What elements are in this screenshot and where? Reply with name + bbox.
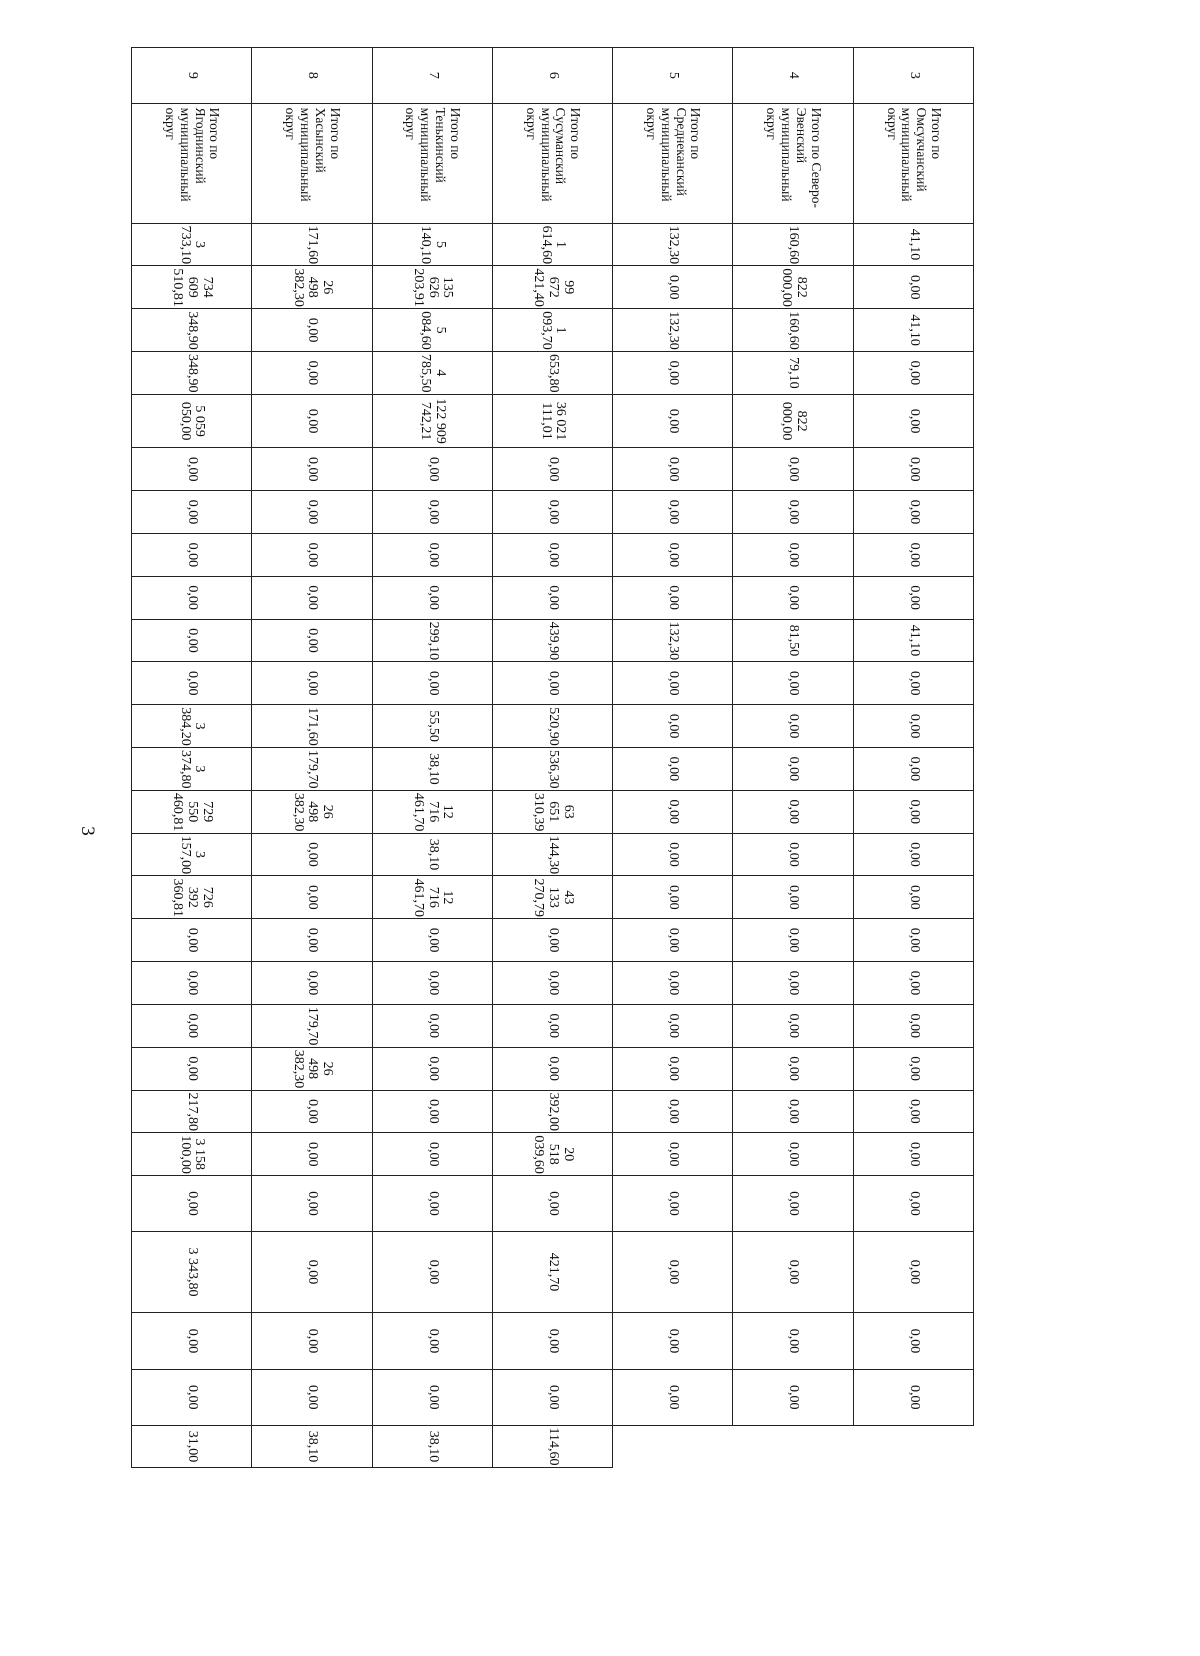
value-cell: 0,00 bbox=[252, 1313, 372, 1370]
table-row bbox=[613, 48, 733, 1640]
value-cell: 0,00 bbox=[733, 790, 853, 833]
value-cell: 0,00 bbox=[252, 1133, 372, 1176]
value-cell: 0,00 bbox=[733, 1133, 853, 1176]
row-index: 6 bbox=[492, 48, 612, 104]
value-cell: 0,00 bbox=[853, 576, 973, 619]
value-cell: 0,00 bbox=[492, 1047, 612, 1090]
value-cell: 0,00 bbox=[733, 833, 853, 876]
value-cell: 0,00 bbox=[853, 748, 973, 791]
value-cell: 38,10 bbox=[372, 748, 492, 791]
value-cell: 0,00 bbox=[853, 1090, 973, 1133]
value-cell: 0,00 bbox=[252, 619, 372, 662]
value-cell: 0,00 bbox=[613, 533, 733, 576]
value-cell: 0,00 bbox=[613, 394, 733, 448]
value-cell: 822 000,00 bbox=[733, 394, 853, 448]
value-cell: 0,00 bbox=[492, 919, 612, 962]
value-cell: 63 651 310,39 bbox=[492, 790, 612, 833]
value-cell: 0,00 bbox=[372, 1047, 492, 1090]
value-cell: 0,00 bbox=[252, 448, 372, 491]
value-cell: 217,80 bbox=[132, 1090, 252, 1133]
value-cell: 171,60 bbox=[252, 705, 372, 748]
value-cell: 0,00 bbox=[372, 919, 492, 962]
value-cell: 0,00 bbox=[613, 748, 733, 791]
value-cell: 26 498 382,30 bbox=[252, 266, 372, 309]
value-cell: 0,00 bbox=[132, 533, 252, 576]
value-cell: 0,00 bbox=[853, 919, 973, 962]
value-cell: 38,10 bbox=[372, 1425, 492, 1468]
table-row bbox=[252, 48, 372, 1640]
value-cell: 0,00 bbox=[853, 1369, 973, 1425]
value-cell: 5 084,60 bbox=[372, 309, 492, 352]
value-cell: 0,00 bbox=[132, 1176, 252, 1232]
value-cell: 0,00 bbox=[853, 533, 973, 576]
value-cell: 0,00 bbox=[733, 1313, 853, 1370]
row-name: Итого по Северо-Эвенский муниципальный округ bbox=[733, 103, 853, 223]
value-cell: 0,00 bbox=[853, 352, 973, 395]
table-row bbox=[132, 48, 252, 1640]
value-cell: 0,00 bbox=[613, 1133, 733, 1176]
value-cell: 0,00 bbox=[733, 705, 853, 748]
row-index: 5 bbox=[613, 48, 733, 104]
value-cell: 0,00 bbox=[252, 1176, 372, 1232]
value-cell: 0,00 bbox=[853, 1047, 973, 1090]
value-cell: 0,00 bbox=[613, 790, 733, 833]
value-cell: 0,00 bbox=[853, 266, 973, 309]
value-cell: 1 614,60 bbox=[492, 223, 612, 266]
value-cell: 0,00 bbox=[492, 662, 612, 705]
value-cell: 0,00 bbox=[613, 1004, 733, 1047]
value-cell: 421,70 bbox=[492, 1231, 612, 1312]
value-cell: 43 133 270,79 bbox=[492, 876, 612, 919]
table-row bbox=[372, 48, 492, 1640]
value-cell: 55,50 bbox=[372, 705, 492, 748]
value-cell: 171,60 bbox=[252, 223, 372, 266]
value-cell: 0,00 bbox=[613, 1313, 733, 1370]
value-cell: 26 498 382,30 bbox=[252, 1047, 372, 1090]
value-cell: 0,00 bbox=[252, 662, 372, 705]
value-cell: 0,00 bbox=[372, 1090, 492, 1133]
row-index: 7 bbox=[372, 48, 492, 104]
value-cell: 0,00 bbox=[853, 833, 973, 876]
value-cell: 0,00 bbox=[613, 448, 733, 491]
value-cell: 0,00 bbox=[853, 705, 973, 748]
value-cell: 0,00 bbox=[853, 1176, 973, 1232]
value-cell: 0,00 bbox=[252, 919, 372, 962]
value-cell: 0,00 bbox=[252, 1369, 372, 1425]
value-cell: 0,00 bbox=[372, 491, 492, 534]
value-cell: 0,00 bbox=[492, 448, 612, 491]
value-cell: 392,00 bbox=[492, 1090, 612, 1133]
table-row bbox=[733, 48, 853, 1640]
value-cell: 132,30 bbox=[613, 223, 733, 266]
value-cell: 0,00 bbox=[853, 1133, 973, 1176]
value-cell: 12 716 461,70 bbox=[372, 876, 492, 919]
value-cell: 0,00 bbox=[613, 962, 733, 1005]
value-cell: 122 909 742,21 bbox=[372, 394, 492, 448]
value-cell: 160,60 bbox=[733, 223, 853, 266]
value-cell: 26 498 382,30 bbox=[252, 790, 372, 833]
value-cell: 0,00 bbox=[252, 876, 372, 919]
row-name: Итого по Тенькинский муниципальный округ bbox=[372, 103, 492, 223]
value-cell: 41,10 bbox=[853, 223, 973, 266]
row-name: Итого по Ягоднинский муниципальный округ bbox=[132, 103, 252, 223]
value-cell: 1 093,70 bbox=[492, 309, 612, 352]
value-cell: 0,00 bbox=[853, 1231, 973, 1312]
value-cell: 0,00 bbox=[492, 533, 612, 576]
value-cell: 734 609 510,81 bbox=[132, 266, 252, 309]
summary-table bbox=[131, 47, 974, 1640]
value-cell: 3 384,20 bbox=[132, 705, 252, 748]
page-number: 3 bbox=[76, 826, 98, 836]
value-cell: 0,00 bbox=[132, 1047, 252, 1090]
value-cell: 0,00 bbox=[372, 1133, 492, 1176]
value-cell: 0,00 bbox=[613, 1047, 733, 1090]
value-cell: 0,00 bbox=[853, 394, 973, 448]
value-cell: 0,00 bbox=[613, 576, 733, 619]
value-cell: 0,00 bbox=[492, 491, 612, 534]
value-cell: 179,70 bbox=[252, 748, 372, 791]
value-cell: 20 518 039,60 bbox=[492, 1133, 612, 1176]
value-cell: 0,00 bbox=[372, 1369, 492, 1425]
row-name: Итого по Омсукчанский муниципальный округ bbox=[853, 103, 973, 223]
table-row bbox=[492, 48, 612, 1640]
value-cell: 38,10 bbox=[252, 1425, 372, 1468]
value-cell: 726 392 360,81 bbox=[132, 876, 252, 919]
value-cell: 0,00 bbox=[733, 919, 853, 962]
value-cell: 0,00 bbox=[252, 1231, 372, 1312]
value-cell: 0,00 bbox=[733, 1090, 853, 1133]
value-cell: 135 626 203,91 bbox=[372, 266, 492, 309]
value-cell: 0,00 bbox=[372, 576, 492, 619]
value-cell: 3 157,00 bbox=[132, 833, 252, 876]
value-cell: 0,00 bbox=[853, 1004, 973, 1047]
value-cell: 299,10 bbox=[372, 619, 492, 662]
value-cell: 0,00 bbox=[252, 352, 372, 395]
value-cell: 0,00 bbox=[733, 533, 853, 576]
value-cell: 0,00 bbox=[733, 491, 853, 534]
value-cell: 0,00 bbox=[252, 833, 372, 876]
row-name: Итого по Среднеканский муниципальный округ bbox=[613, 103, 733, 223]
value-cell: 0,00 bbox=[252, 962, 372, 1005]
value-cell: 0,00 bbox=[132, 576, 252, 619]
value-cell: 0,00 bbox=[132, 1313, 252, 1370]
value-cell: 0,00 bbox=[132, 662, 252, 705]
value-cell: 0,00 bbox=[492, 1313, 612, 1370]
value-cell: 179,70 bbox=[252, 1004, 372, 1047]
value-cell: 348,90 bbox=[132, 309, 252, 352]
value-cell: 0,00 bbox=[853, 448, 973, 491]
value-cell: 3 733,10 bbox=[132, 223, 252, 266]
value-cell: 822 000,00 bbox=[733, 266, 853, 309]
value-cell: 0,00 bbox=[372, 1176, 492, 1232]
value-cell: 0,00 bbox=[853, 790, 973, 833]
value-cell: 0,00 bbox=[492, 962, 612, 1005]
value-cell: 0,00 bbox=[132, 448, 252, 491]
value-cell: 0,00 bbox=[492, 1176, 612, 1232]
value-cell: 0,00 bbox=[853, 962, 973, 1005]
value-cell: 520,90 bbox=[492, 705, 612, 748]
value-cell: 0,00 bbox=[613, 352, 733, 395]
value-cell: 0,00 bbox=[132, 962, 252, 1005]
value-cell: 0,00 bbox=[372, 533, 492, 576]
value-cell: 0,00 bbox=[252, 491, 372, 534]
value-cell: 0,00 bbox=[613, 876, 733, 919]
value-cell: 0,00 bbox=[733, 1231, 853, 1312]
value-cell: 4 785,50 bbox=[372, 352, 492, 395]
value-cell: 0,00 bbox=[372, 448, 492, 491]
value-cell: 0,00 bbox=[853, 491, 973, 534]
value-cell: 653,80 bbox=[492, 352, 612, 395]
value-cell: 0,00 bbox=[132, 1369, 252, 1425]
value-cell: 0,00 bbox=[252, 1090, 372, 1133]
row-index: 3 bbox=[853, 48, 973, 104]
value-cell: 0,00 bbox=[372, 1004, 492, 1047]
value-cell: 3 343,80 bbox=[132, 1231, 252, 1312]
value-cell: 99 672 421,40 bbox=[492, 266, 612, 309]
row-name: Итого по Сусуманский муниципальный округ bbox=[492, 103, 612, 223]
value-cell: 0,00 bbox=[613, 266, 733, 309]
value-cell: 0,00 bbox=[733, 1369, 853, 1425]
value-cell: 0,00 bbox=[733, 1176, 853, 1232]
value-cell: 0,00 bbox=[733, 448, 853, 491]
value-cell: 31,00 bbox=[132, 1425, 252, 1468]
value-cell: 0,00 bbox=[733, 748, 853, 791]
value-cell: 0,00 bbox=[733, 1004, 853, 1047]
value-cell: 0,00 bbox=[733, 1047, 853, 1090]
value-cell: 0,00 bbox=[372, 1313, 492, 1370]
value-cell: 0,00 bbox=[613, 1176, 733, 1232]
value-cell: 0,00 bbox=[613, 1090, 733, 1133]
rotated-table-wrapper bbox=[132, 47, 974, 1640]
value-cell: 0,00 bbox=[613, 662, 733, 705]
value-cell: 536,30 bbox=[492, 748, 612, 791]
value-cell: 0,00 bbox=[853, 1313, 973, 1370]
value-cell: 38,10 bbox=[372, 833, 492, 876]
value-cell: 0,00 bbox=[613, 1231, 733, 1312]
value-cell: 0,00 bbox=[132, 1004, 252, 1047]
value-cell: 41,10 bbox=[853, 309, 973, 352]
value-cell: 5 140,10 bbox=[372, 223, 492, 266]
rotated-table-inner bbox=[132, 47, 974, 1640]
row-index: 8 bbox=[252, 48, 372, 104]
value-cell: 348,90 bbox=[132, 352, 252, 395]
value-cell: 0,00 bbox=[853, 876, 973, 919]
value-cell: 3 374,80 bbox=[132, 748, 252, 791]
value-cell: 0,00 bbox=[613, 491, 733, 534]
value-cell: 0,00 bbox=[252, 309, 372, 352]
value-cell: 0,00 bbox=[132, 491, 252, 534]
value-cell: 0,00 bbox=[733, 662, 853, 705]
value-cell: 0,00 bbox=[492, 1369, 612, 1425]
value-cell: 132,30 bbox=[613, 309, 733, 352]
value-cell: 729 550 460,81 bbox=[132, 790, 252, 833]
value-cell: 0,00 bbox=[252, 394, 372, 448]
value-cell: 0,00 bbox=[613, 833, 733, 876]
row-index: 4 bbox=[733, 48, 853, 104]
value-cell: 0,00 bbox=[613, 919, 733, 962]
value-cell: 0,00 bbox=[613, 705, 733, 748]
value-cell: 0,00 bbox=[733, 576, 853, 619]
value-cell: 41,10 bbox=[853, 619, 973, 662]
table-row bbox=[853, 48, 973, 1640]
value-cell: 0,00 bbox=[613, 1369, 733, 1425]
value-cell: 36 021 111,01 bbox=[492, 394, 612, 448]
value-cell: 132,30 bbox=[613, 619, 733, 662]
row-index: 9 bbox=[132, 48, 252, 104]
value-cell: 0,00 bbox=[372, 662, 492, 705]
value-cell: 114,60 bbox=[492, 1425, 612, 1468]
value-cell: 79,10 bbox=[733, 352, 853, 395]
value-cell: 0,00 bbox=[492, 576, 612, 619]
value-cell: 0,00 bbox=[733, 962, 853, 1005]
row-name: Итого по Хасынский муниципальный округ bbox=[252, 103, 372, 223]
value-cell: 439,90 bbox=[492, 619, 612, 662]
value-cell: 0,00 bbox=[372, 962, 492, 1005]
value-cell: 160,60 bbox=[733, 309, 853, 352]
value-cell: 0,00 bbox=[733, 876, 853, 919]
value-cell: 5 059 050,00 bbox=[132, 394, 252, 448]
value-cell: 0,00 bbox=[252, 576, 372, 619]
value-cell: 81,50 bbox=[733, 619, 853, 662]
value-cell: 0,00 bbox=[132, 919, 252, 962]
value-cell: 0,00 bbox=[132, 619, 252, 662]
value-cell: 0,00 bbox=[853, 662, 973, 705]
value-cell: 144,30 bbox=[492, 833, 612, 876]
value-cell: 0,00 bbox=[252, 533, 372, 576]
value-cell: 3 158 100,00 bbox=[132, 1133, 252, 1176]
value-cell: 0,00 bbox=[372, 1231, 492, 1312]
value-cell: 0,00 bbox=[492, 1004, 612, 1047]
value-cell: 12 716 461,70 bbox=[372, 790, 492, 833]
